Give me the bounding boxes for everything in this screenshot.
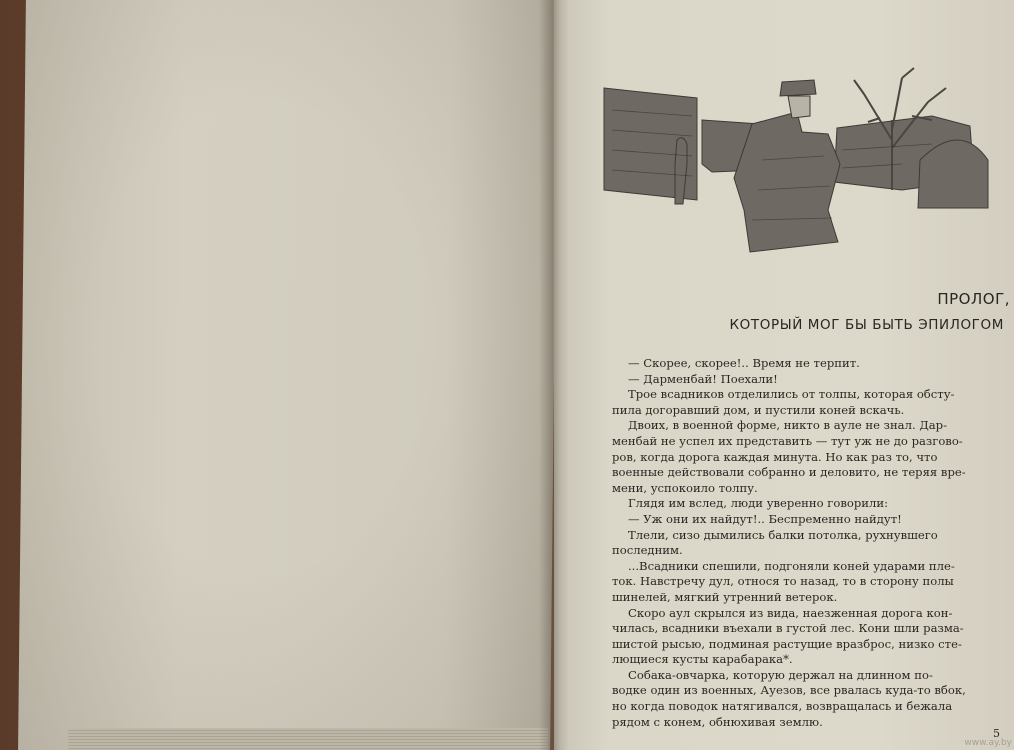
text-line: Глядя им вслед, люди уверенно говорили: bbox=[628, 496, 889, 511]
text-line: Трое всадников отделились от толпы, которая обсту- bbox=[628, 387, 955, 402]
left-page-blank bbox=[18, 0, 558, 750]
woodcut-illustration bbox=[602, 60, 1002, 260]
page-stack-edge bbox=[68, 728, 548, 750]
text-line: менбай не успел их представить — тут уж не до разгово- bbox=[612, 433, 963, 448]
body-text bbox=[612, 356, 1008, 730]
text-line: рядом с конем, обнюхивая землю. bbox=[612, 714, 823, 729]
page-number: 5 bbox=[993, 727, 1000, 740]
text-line: но когда поводок натягивался, возвращалась и бежала bbox=[612, 699, 953, 714]
book-gutter bbox=[539, 0, 569, 750]
text-line: — Уж они их найдут!.. Беспременно найдут! bbox=[628, 511, 902, 526]
text-line: ров, когда дорога каждая минута. Но как раз то, что bbox=[612, 449, 938, 464]
text-line: Скоро аул скрылся из вида, наезженная дорога кон- bbox=[628, 605, 953, 620]
text-line: пила догоравший дом, и пустили коней вскачь. bbox=[612, 402, 905, 417]
text-line: — Скорее, скорее!.. Время не терпит. bbox=[628, 356, 860, 370]
open-book bbox=[14, 0, 1012, 750]
text-line: военные действовали собранно и деловито, не теряя вре- bbox=[612, 465, 966, 480]
watermark: www.ay.by bbox=[964, 738, 1012, 748]
text-line: шистой рысью, подминая растущие вразброс, низко сте- bbox=[612, 636, 962, 651]
text-line: — Дарменбай! Поехали! bbox=[628, 371, 778, 386]
chapter-subtitle: КОТОРЫЙ МОГ БЫ БЫТЬ ЭПИЛОГОМ bbox=[729, 317, 1004, 333]
illus-soldier-coat bbox=[734, 112, 840, 252]
text-line: последним. bbox=[612, 543, 683, 558]
right-page bbox=[554, 0, 1014, 750]
text-line: шинелей, мягкий утренний ветерок. bbox=[612, 589, 838, 604]
chapter-title: ПРОЛОГ, bbox=[937, 290, 1010, 308]
text-line: Тлели, сизо дымились балки потолка, рухнувшего bbox=[628, 527, 938, 542]
text-line: Двоих, в военной форме, никто в ауле не знал. Дар- bbox=[628, 418, 948, 433]
illus-cap bbox=[780, 80, 816, 96]
text-line: ...Всадники спешили, подгоняли коней ударами пле- bbox=[628, 558, 955, 573]
page-shading bbox=[18, 0, 558, 750]
text-line: ток. Навстречу дул, относя то назад, то в сторону полы bbox=[612, 574, 954, 589]
text-line: водке один из военных, Ауезов, все рвалась куда-то вбок, bbox=[612, 683, 966, 698]
text-line: Собака-овчарка, которую держал на длинном по- bbox=[628, 667, 933, 682]
text-line: мени, успокоило толпу. bbox=[612, 480, 758, 495]
text-line: чилась, всадники въехали в густой лес. Кони шли разма- bbox=[612, 621, 964, 636]
illus-face bbox=[788, 96, 810, 118]
text-line: лющиеся кусты карабарака*. bbox=[612, 652, 793, 667]
